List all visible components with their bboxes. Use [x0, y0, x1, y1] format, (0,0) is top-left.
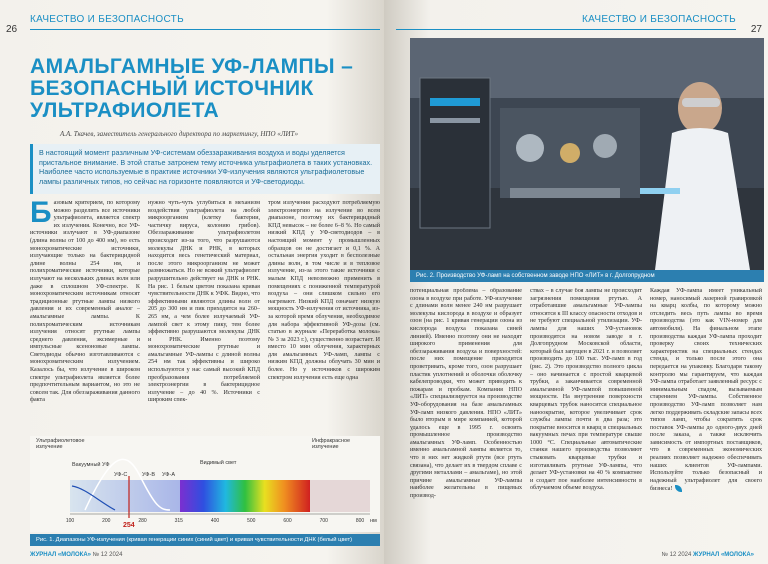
footer-brand: ЖУРНАЛ «МОЛОКА» [693, 552, 754, 558]
tick-label: 800 [355, 518, 365, 524]
visible-band [180, 480, 310, 512]
page-number: 27 [750, 24, 762, 35]
tick-label: 700 [319, 518, 328, 524]
figure-2-caption: Рис. 2. Производство УФ-ламп на собственном заводе НПО «ЛИТ» в г. Долгопрудном [410, 270, 764, 282]
column-text: Каждая УФ-лампа имеет уникальный номер, наносимый лазерной гравировкой на кварц колбы, по которому можно отследить весь путь лампы во время производства (это как VIN-номер для автомобиля). На финальном этапе производства каждая УФ-лампа проходит проверку своих технических характеристик на специальных стендах стенда, и только после этого она передается на упаковку. Благодаря такому контролю мы гарантируем, что каждая УФ-лампа отработает заявленный ресурс с минимальным спадом, вызываемым старением УФ-лампы. Собственное производство УФ-ламп позволяет нам легко поддерживать складские запасы всех типов ламп, чтобы сократить срок поставок УФ-лампы до одного-двух дней после заказа, а также исключить зависимость от импортных поставщиков, что в современных экономических реалиях позволяет надежно обеспечивать наших клиентов УФ-лампами. Используйте только безопасный и надежный ультрафиолет для своего бизнеса! [650, 288, 762, 493]
article-author: А.А. Ткачев, заместитель генерального директора по маркетингу, НПО «ЛИТ» [60, 130, 299, 138]
tick-label: 500 [247, 518, 256, 524]
footer-issue: № 12 2024 [92, 552, 123, 558]
axis-unit: нм [370, 518, 377, 524]
spectrum-chart [30, 436, 380, 532]
footer-left [30, 552, 122, 558]
footer-right [662, 552, 754, 558]
tick-label: 280 [138, 518, 147, 524]
tick-label: 200 [102, 518, 111, 524]
tick-label: 600 [283, 518, 292, 524]
spectrum-figure [30, 436, 380, 532]
column-text: азовым критерием, по которому можно разделить все источники ультрафиолета, является спектр их излучения. Конечно, все УФ-источники излучают в УФ-диапазоне (длина волны от 100 до 400 нм), но есть монохроматические источники, излучающие только на бактерицидной длине волны 254 нм, и полихроматические источники, которые излучают на нескольких длинах волн или даже в сплошном УФ-спектре. К монохроматическим источникам относят традиционные ртутные лампы низкого давления и их современный аналог – амальгамные лампы. К полихроматическим источникам излучения относят ртутные лампы среднего давления, эксимерные и импульсные ксеноновые лампы. Светодиоды обычно изготавливаются с монохроматическим излучением. Казалось бы, что излучение в широком спектре ультрафиолета является более предпочтительным вариантом, но это не совсем так. Для обеззараживания данного факта [30, 200, 140, 404]
label-uv: Ультрафиолетовое излучение [36, 438, 85, 450]
leaf-icon [675, 485, 682, 492]
right-page [384, 0, 768, 564]
article-lead: В настоящий момент различным УФ-системам обеззараживания воздуха и воды уделяется пристальное внимание. В этой статье затронем тему источника ультрафиолета в таких установках. Наиболее часто используемые в практике источники УФ-излучения являются ультрафиолетовые лампы различных типов, но сейчас на горизонте появляются и УФ-светодиоды. [30, 144, 380, 194]
text-column-2: нужно чуть-чуть углубиться в механизм воздействия ультрафиолета на любой микроорганизм (клетку бактерии, частичку вируса, колонию грибов). Обеззараживание ультрафиолетом происходит из-за того, что разрушаются молекулы ДНК и РНК, в которых находится весь генетический материал, после этого микроорганизм не может размножаться. Но не всякий ультрафиолет разрушительно действует на ДНК и РНК. На рис. 1 белым цветом показана кривая чувствительности ДНК к УФК. Видно, что эффективными являются длины волн от 205 до 300 нм и пик приходится на 260–265 нм, а чем более излучаемый УФ-лампой свет к этому пику, тем более эффективно разрушаются молекулы ДНК и РНК. Именно поэтому монохроматические ртутные и амальгамные УФ-лампы с длиной волны 254 нм так эффективны и широко используются у нас самый высокий КПД преобразования потребляемой электроэнергии в бактерицидное излучение – до 40 %. Источники с широким спек- [148, 200, 260, 404]
ir-band [310, 480, 370, 512]
label-uvb: УФ-В [142, 472, 155, 478]
article-title: АМАЛЬГАМНЫЕ УФ-ЛАМПЫ – БЕЗОПАСНЫЙ ИСТОЧНИК УЛЬТРАФИОЛЕТА [30, 55, 354, 122]
text-column-1 [30, 200, 140, 432]
text-column-2: ствах – в случае боя лампы не происходит загрязнения помещения ртутью. А отработавшие амальгамные УФ-лампы относятся к III классу опасности отходов и не требуют специальной утилизации. УФ-лампы для наших УФ-установок производятся на новом заводе в г. Долгопрудном Московской области, который был запущен в 2021 г. и позволяет производить до 100 тыс. УФ-ламп в год (рис. 2). Это производство полного цикла – оно начинается с простой кварцевой трубки, а заканчивается современной амальгамной УФ-лампой повышенной мощности. На внутренние поверхности кварцевых трубок наносится специальное наноокрытие, которое увеличивает срок службы лампы почти в два раза; это покрытие вносится в кварц в специальных вакуумных печах при температуре свыше 1000 °С. Специальные автоматические станки нашего производства позволяют стыковать кварцевые трубки и изготавливать ртутные УФ-лампы, что делает УФ-установки на 40 % компактнее и создает пое наиболее интенсивности в облучаемом объеме воздуха. [530, 288, 642, 492]
tick-label: 100 [65, 518, 75, 524]
label-uvc: УФ-С [114, 472, 128, 478]
section-header: КАЧЕСТВО И БЕЗОПАСНОСТЬ [30, 10, 380, 30]
text-column-3: тром излучения расходуют потребляемую электроэнергию на излучение во всем диапазоне, поэтому их бактерицидный КПД невысок – не более 6–8 %. Но самый низкий КПД у УФ-светодиодов – в настоящий момент у промышленных образцов он не достигает и 0,1 %. А остальная энергия уходит в бесполезные длины волн, в том числе и в тепловое излучение, из-за этого такие источники с малым КПД невозможно применить в помещениях с пониженной температурой воздуха – они слишком сильно его нагревают. Низкий КПД означает низкую мощность УФ-излучения от источника, из-за которой время облучения, необходимое для набора эффективной УФ-дозы (см. статью в журнале «Переработка молока» № 3 за 2023 г.), существенно возрастает. И вместо 10 мин облучения, характерных для амальгамных УФ-ламп, лампы с низким КПД должны облучать 30 мин и более. Но у источников с широким спектром излучения есть еще одна [268, 200, 380, 381]
label-vacuum-uv: Вакуумный УФ [72, 462, 110, 468]
label-uva: УФ-А [162, 472, 175, 478]
label-visible: Видимый свет [200, 460, 237, 466]
tick-label: 400 [210, 518, 220, 524]
figure-1-caption: Рис. 1. Диапазоны УФ-излучения (кривая генерации синих (синий цвет) и кривая чувствительности ДНК (белый цвет) [30, 534, 380, 546]
section-header: КАЧЕСТВО И БЕЗОПАСНОСТЬ [396, 10, 736, 30]
factory-photo [410, 38, 764, 270]
drop-cap: Б [30, 200, 52, 229]
tick-label: 315 [174, 518, 183, 524]
footer-brand: ЖУРНАЛ «МОЛОКА» [30, 552, 91, 558]
marker-254-label: 254 [123, 522, 135, 529]
label-ir: Инфракрасное излучение [312, 438, 351, 450]
factory-photo-illustration [410, 38, 764, 270]
text-column-3 [650, 288, 762, 540]
footer-issue: № 12 2024 [661, 552, 692, 558]
text-column-1: потенциальная проблема – образование озона в воздухе при работе. УФ-излучение с длинами волн менее 240 нм разрушает молекулы кислорода в воздухе и образует озон (на рис. 1 кривая генерации озона из кислорода воздуха показана синей линией). Именно поэтому они не находят широкого применения для обеззараживания воздуха и поверхностей: после них помещение приходится проветривать, кроме того, озон разрушает пластик уплотнений и оболочки оболочку кабелепроводки, что может приводить к пожарам и пробкам. Компания НПО «ЛИТ» специализируется на производстве УФ-оборудования на базе амальгамных УФ-ламп низкого давления. НПО «ЛИТ» было вторым в мире компанией, которой удалось еще в 1995 г. освоить промышленное производство амальгамных УФ-ламп. Особенностью именно амальгамной лампы является то, что в них нет жидкой ртути (все ртуть связана), что делает их в твердом сплаве с другими металлами – амальгаме), но этой причине амальгамные УФ-лампы наиболее желательны в пищевых производ- [410, 288, 522, 500]
page-number: 26 [6, 24, 18, 35]
